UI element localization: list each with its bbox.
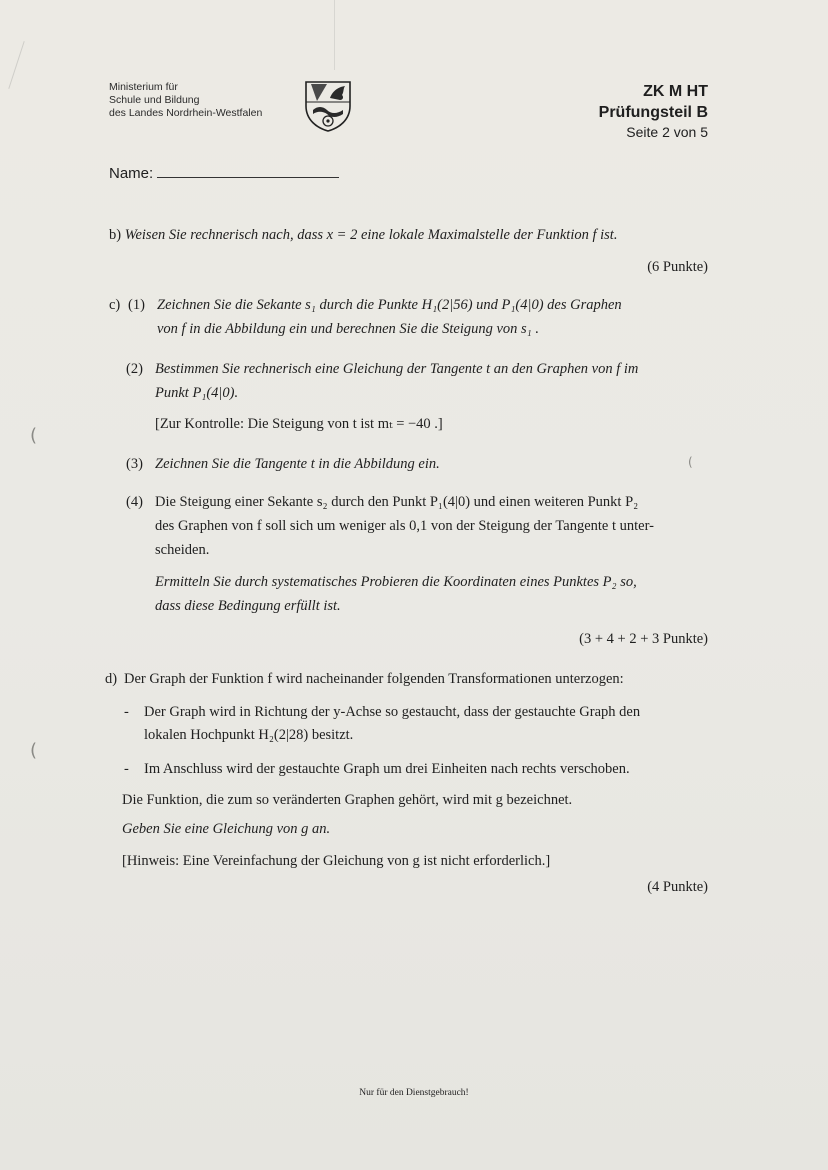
task-c1-num: (1) [128, 297, 145, 313]
task-c2-note: [Zur Kontrolle: Die Steigung von t ist mₜ = −40 .] [155, 416, 443, 432]
ministry-line-2: Schule und Bildung [109, 94, 200, 106]
task-c2-line1: Bestimmen Sie rechnerisch eine Gleichung der Tangente t an den Graphen von f im [155, 361, 639, 377]
task-c4-line1: Die Steigung einer Sekante s₂ durch den Punkt P₁(4|0) und einen weiteren Punkt P₂ [155, 494, 639, 510]
task-d-hint: [Hinweis: Eine Vereinfachung der Gleichung von g ist nicht erforderlich.] [122, 853, 551, 869]
task-c1-line1: Zeichnen Sie die Sekante s₁ durch die Punkte H₁(2|56) und P₁(4|0) des Graphen [157, 297, 622, 313]
bullet-dash-icon: - [124, 761, 129, 777]
pencil-mark: ( [30, 425, 38, 446]
fold-line [334, 0, 335, 70]
task-c3-num: (3) [126, 456, 143, 472]
task-d-intro: Der Graph der Funktion f wird nacheinander folgenden Transformationen unterzogen: [124, 671, 624, 687]
task-d-points: (4 Punkte) [647, 879, 708, 895]
task-c4-num: (4) [126, 494, 143, 510]
pencil-mark [8, 41, 24, 89]
task-c3-line1: Zeichnen Sie die Tangente t in die Abbildung ein. [155, 456, 440, 472]
name-field[interactable] [109, 165, 339, 182]
page-number: Seite 2 von 5 [626, 124, 708, 140]
ministry-line-1: Ministerium für [109, 81, 178, 93]
task-d-task: Geben Sie eine Gleichung von g an. [122, 821, 331, 837]
task-d-bullet2-line1: Im Anschluss wird der gestauchte Graph um drei Einheiten nach rechts verschoben. [144, 761, 630, 777]
footer-notice: Nur für den Dienstgebrauch! [359, 1088, 469, 1098]
task-d-bullet1-line1: Der Graph wird in Richtung der y-Achse so gestaucht, dass der gestauchte Graph den [144, 704, 641, 720]
task-b [109, 223, 617, 247]
task-c4-task1: Ermitteln Sie durch systematisches Probieren die Koordinaten eines Punktes P₂ so, [155, 574, 637, 590]
exam-header [599, 82, 708, 141]
pencil-mark: ( [30, 740, 38, 761]
task-c2-line2: Punkt P₁(4|0). [155, 385, 239, 401]
task-c2-num: (2) [126, 361, 143, 377]
exam-part: Prüfungsteil B [598, 104, 708, 121]
task-c-label: c) [109, 297, 121, 313]
bullet-dash-icon: - [124, 704, 129, 720]
name-label: Name: [109, 165, 154, 182]
pencil-mark: ( [688, 455, 693, 469]
task-c1-line2: von f in die Abbildung ein und berechnen Sie die Steigung von s₁ . [157, 321, 539, 337]
task-d-bullet1-line2: lokalen Hochpunkt H₂(2|28) besitzt. [144, 727, 354, 743]
task-c-points: (3 + 4 + 2 + 3 Punkte) [579, 631, 708, 647]
task-b-label: b) [109, 227, 122, 243]
task-b-text: Weisen Sie rechnerisch nach, dass x = 2 eine lokale Maximalstelle der Funktion f ist. [124, 227, 618, 243]
task-c4-line2: des Graphen von f soll sich um weniger als 0,1 von der Steigung der Tangente t unter- [155, 518, 654, 534]
task-d-label: d) [105, 671, 118, 687]
task-b-points: (6 Punkte) [647, 259, 708, 275]
exam-code: ZK M HT [643, 83, 708, 100]
ministry-block [109, 81, 262, 120]
task-c4-task2: dass diese Bedingung erfüllt ist. [155, 598, 341, 614]
nrw-crest-icon [303, 80, 353, 132]
ministry-line-3: des Landes Nordrhein-Westfalen [109, 107, 263, 119]
task-d-function-text: Die Funktion, die zum so veränderten Graphen gehört, wird mit g bezeichnet. [122, 792, 573, 808]
name-blank-line[interactable] [157, 165, 339, 178]
task-c4-line3: scheiden. [155, 542, 210, 558]
